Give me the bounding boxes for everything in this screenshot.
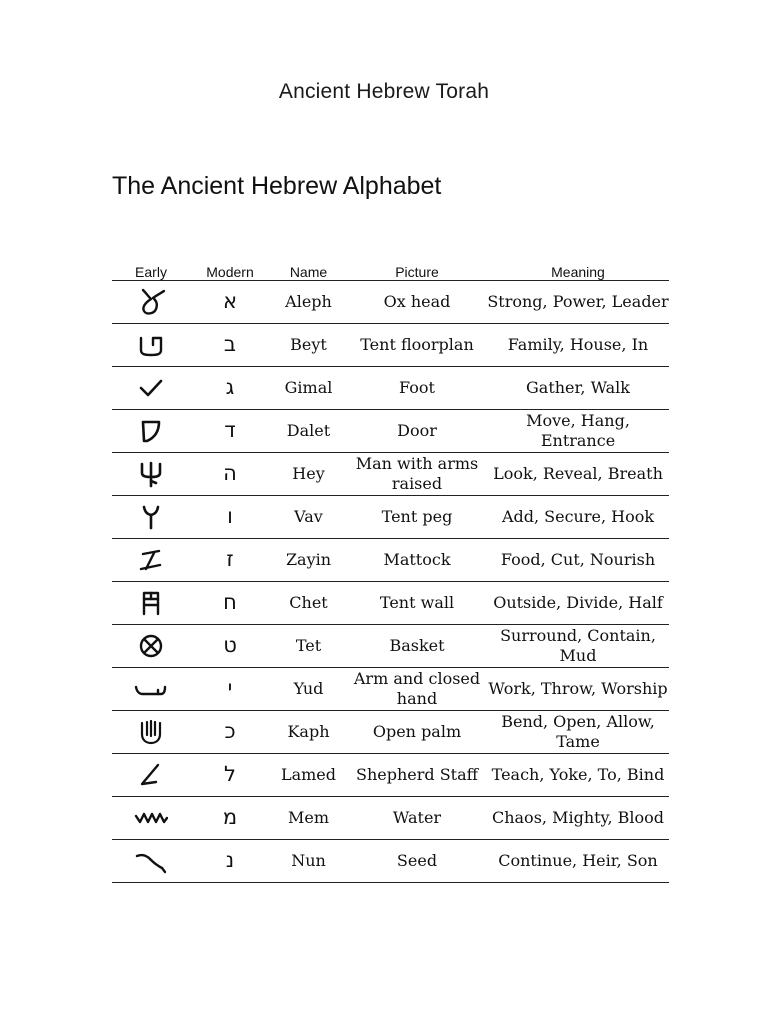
modern-letter: כ xyxy=(190,711,270,754)
seed-pictograph-icon xyxy=(134,846,168,876)
door-pictograph-icon xyxy=(134,416,168,446)
early-cell xyxy=(112,539,190,582)
table-row xyxy=(112,668,669,711)
tent-peg-pictograph-icon xyxy=(134,502,168,532)
letter-picture: Ox head xyxy=(347,281,487,324)
early-cell xyxy=(112,840,190,883)
letter-meaning: Teach, Yoke, To, Bind xyxy=(487,754,669,797)
letter-picture: Tent peg xyxy=(347,496,487,539)
letter-name: Dalet xyxy=(270,410,347,453)
man-arms-raised-pictograph-icon xyxy=(134,459,168,489)
letter-meaning: Strong, Power, Leader xyxy=(487,281,669,324)
early-cell xyxy=(112,754,190,797)
modern-letter: י xyxy=(190,668,270,711)
table-row xyxy=(112,539,669,582)
modern-letter: ז xyxy=(190,539,270,582)
letter-picture: Basket xyxy=(347,625,487,668)
page-title: The Ancient Hebrew Alphabet xyxy=(112,172,442,200)
table-row xyxy=(112,453,669,496)
modern-letter: א xyxy=(190,281,270,324)
table-row xyxy=(112,754,669,797)
table-row xyxy=(112,582,669,625)
header-early: Early xyxy=(112,256,190,281)
early-cell xyxy=(112,496,190,539)
modern-letter: ה xyxy=(190,453,270,496)
mattock-pictograph-icon xyxy=(134,545,168,575)
letter-name: Aleph xyxy=(270,281,347,324)
letter-picture: Man with arms raised xyxy=(347,453,487,496)
running-header: Ancient Hebrew Torah xyxy=(278,80,490,103)
table-row xyxy=(112,324,669,367)
letter-name: Zayin xyxy=(270,539,347,582)
alphabet-table xyxy=(112,256,669,883)
tent-floorplan-pictograph-icon xyxy=(134,330,168,360)
early-cell xyxy=(112,625,190,668)
letter-meaning: Outside, Divide, Half xyxy=(487,582,669,625)
early-cell xyxy=(112,711,190,754)
letter-picture: Seed xyxy=(347,840,487,883)
modern-letter: ו xyxy=(190,496,270,539)
letter-picture: Door xyxy=(347,410,487,453)
shepherd-staff-pictograph-icon xyxy=(134,760,168,790)
letter-name: Beyt xyxy=(270,324,347,367)
letter-meaning: Move, Hang, Entrance xyxy=(487,410,669,453)
letter-name: Gimal xyxy=(270,367,347,410)
letter-meaning: Food, Cut, Nourish xyxy=(487,539,669,582)
letter-meaning: Bend, Open, Allow, Tame xyxy=(487,711,669,754)
table-row xyxy=(112,281,669,324)
letter-name: Lamed xyxy=(270,754,347,797)
table-row xyxy=(112,410,669,453)
modern-letter: ח xyxy=(190,582,270,625)
table-row xyxy=(112,496,669,539)
letter-name: Hey xyxy=(270,453,347,496)
letter-meaning: Family, House, In xyxy=(487,324,669,367)
table-row xyxy=(112,840,669,883)
modern-letter: ד xyxy=(190,410,270,453)
header-picture: Picture xyxy=(347,256,487,281)
modern-letter: ג xyxy=(190,367,270,410)
letter-meaning: Work, Throw, Worship xyxy=(487,668,669,711)
early-cell xyxy=(112,324,190,367)
letter-picture: Tent wall xyxy=(347,582,487,625)
letter-meaning: Add, Secure, Hook xyxy=(487,496,669,539)
letter-meaning: Gather, Walk xyxy=(487,367,669,410)
table-row xyxy=(112,797,669,840)
modern-letter: ל xyxy=(190,754,270,797)
water-pictograph-icon xyxy=(134,803,168,833)
early-cell xyxy=(112,582,190,625)
modern-letter: נ xyxy=(190,840,270,883)
table-row xyxy=(112,367,669,410)
early-cell xyxy=(112,367,190,410)
table-row xyxy=(112,625,669,668)
modern-letter: ב xyxy=(190,324,270,367)
letter-name: Nun xyxy=(270,840,347,883)
foot-pictograph-icon xyxy=(134,373,168,403)
ox-head-pictograph-icon xyxy=(134,287,168,317)
letter-picture: Tent floorplan xyxy=(347,324,487,367)
early-cell xyxy=(112,668,190,711)
tent-wall-pictograph-icon xyxy=(134,588,168,618)
letter-picture: Mattock xyxy=(347,539,487,582)
header-meaning: Meaning xyxy=(487,256,669,281)
letter-name: Tet xyxy=(270,625,347,668)
letter-picture: Arm and closed hand xyxy=(347,668,487,711)
early-cell xyxy=(112,453,190,496)
letter-picture: Shepherd Staff xyxy=(347,754,487,797)
basket-pictograph-icon xyxy=(134,631,168,661)
letter-meaning: Continue, Heir, Son xyxy=(487,840,669,883)
modern-letter: ט xyxy=(190,625,270,668)
letter-name: Mem xyxy=(270,797,347,840)
letter-picture: Foot xyxy=(347,367,487,410)
early-cell xyxy=(112,410,190,453)
early-cell xyxy=(112,281,190,324)
modern-letter: מ xyxy=(190,797,270,840)
table-row xyxy=(112,711,669,754)
letter-picture: Open palm xyxy=(347,711,487,754)
header-modern: Modern xyxy=(190,256,270,281)
table-header-row xyxy=(112,256,669,281)
letter-meaning: Chaos, Mighty, Blood xyxy=(487,797,669,840)
closed-hand-pictograph-icon xyxy=(134,674,168,704)
letter-name: Kaph xyxy=(270,711,347,754)
letter-meaning: Surround, Contain, Mud xyxy=(487,625,669,668)
letter-meaning: Look, Reveal, Breath xyxy=(487,453,669,496)
letter-name: Yud xyxy=(270,668,347,711)
letter-name: Vav xyxy=(270,496,347,539)
letter-name: Chet xyxy=(270,582,347,625)
header-name: Name xyxy=(270,256,347,281)
open-palm-pictograph-icon xyxy=(134,717,168,747)
letter-picture: Water xyxy=(347,797,487,840)
early-cell xyxy=(112,797,190,840)
